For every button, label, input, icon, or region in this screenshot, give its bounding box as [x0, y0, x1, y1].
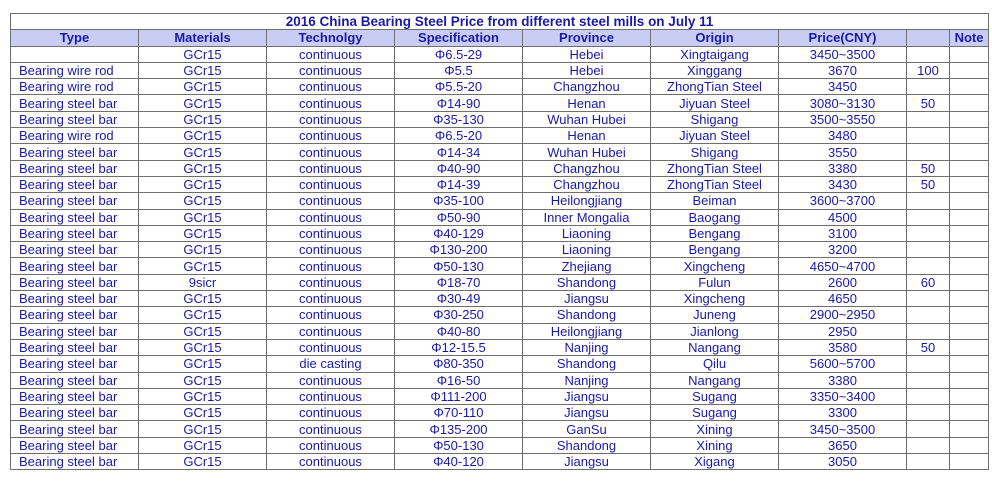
cell-note	[950, 421, 989, 437]
cell-technology: continuous	[267, 144, 395, 160]
cell-type	[11, 46, 139, 62]
cell-specification: Φ35-130	[395, 111, 523, 127]
cell-price: 4650~4700	[779, 258, 907, 274]
cell-origin: ZhongTian Steel	[651, 176, 779, 192]
cell-note	[950, 356, 989, 372]
cell-province: Henan	[523, 95, 651, 111]
cell-material: GCr15	[139, 339, 267, 355]
header-price: Price(CNY)	[779, 30, 907, 46]
cell-note	[950, 193, 989, 209]
table-row	[11, 388, 989, 404]
cell-note	[950, 111, 989, 127]
cell-extra	[907, 144, 950, 160]
cell-origin: Jiyuan Steel	[651, 128, 779, 144]
cell-technology: continuous	[267, 46, 395, 62]
cell-note	[950, 274, 989, 290]
table-row	[11, 242, 989, 258]
cell-technology: continuous	[267, 339, 395, 355]
table-row	[11, 405, 989, 421]
header-type: Type	[11, 30, 139, 46]
cell-technology: continuous	[267, 388, 395, 404]
cell-note	[950, 454, 989, 470]
cell-material: GCr15	[139, 307, 267, 323]
cell-material: GCr15	[139, 144, 267, 160]
table-row	[11, 372, 989, 388]
cell-type: Bearing steel bar	[11, 372, 139, 388]
header-extra	[907, 30, 950, 46]
header-note: Note	[950, 30, 989, 46]
cell-province: Liaoning	[523, 225, 651, 241]
cell-type: Bearing steel bar	[11, 258, 139, 274]
cell-province: Changzhou	[523, 79, 651, 95]
cell-price: 2900~2950	[779, 307, 907, 323]
cell-origin: Jianlong	[651, 323, 779, 339]
cell-technology: continuous	[267, 111, 395, 127]
cell-technology: continuous	[267, 209, 395, 225]
cell-price: 3600~3700	[779, 193, 907, 209]
cell-province: Shandong	[523, 274, 651, 290]
cell-note	[950, 176, 989, 192]
cell-specification: Φ50-130	[395, 437, 523, 453]
cell-extra	[907, 193, 950, 209]
cell-specification: Φ40-120	[395, 454, 523, 470]
cell-specification: Φ14-34	[395, 144, 523, 160]
cell-type: Bearing steel bar	[11, 307, 139, 323]
cell-type: Bearing wire rod	[11, 79, 139, 95]
cell-origin: Nangang	[651, 372, 779, 388]
cell-extra: 50	[907, 160, 950, 176]
cell-material: GCr15	[139, 62, 267, 78]
table-row	[11, 128, 989, 144]
cell-price: 3380	[779, 160, 907, 176]
cell-type: Bearing steel bar	[11, 388, 139, 404]
cell-extra: 50	[907, 95, 950, 111]
cell-material: GCr15	[139, 437, 267, 453]
cell-province: Wuhan Hubei	[523, 144, 651, 160]
cell-specification: Φ50-130	[395, 258, 523, 274]
cell-technology: die casting	[267, 356, 395, 372]
cell-note	[950, 388, 989, 404]
cell-type: Bearing wire rod	[11, 128, 139, 144]
cell-type: Bearing wire rod	[11, 62, 139, 78]
cell-origin: Jiyuan Steel	[651, 95, 779, 111]
cell-price: 3480	[779, 128, 907, 144]
cell-price: 3380	[779, 372, 907, 388]
cell-material: GCr15	[139, 421, 267, 437]
cell-type: Bearing steel bar	[11, 356, 139, 372]
cell-technology: continuous	[267, 79, 395, 95]
cell-type: Bearing steel bar	[11, 111, 139, 127]
cell-technology: continuous	[267, 405, 395, 421]
cell-technology: continuous	[267, 454, 395, 470]
cell-origin: Nangang	[651, 339, 779, 355]
table-row	[11, 95, 989, 111]
cell-note	[950, 339, 989, 355]
cell-type: Bearing steel bar	[11, 176, 139, 192]
cell-material: GCr15	[139, 160, 267, 176]
cell-material: GCr15	[139, 176, 267, 192]
header-row	[11, 30, 989, 46]
cell-specification: Φ14-39	[395, 176, 523, 192]
cell-material: GCr15	[139, 356, 267, 372]
cell-origin: Fulun	[651, 274, 779, 290]
cell-price: 2600	[779, 274, 907, 290]
cell-origin: Xining	[651, 437, 779, 453]
cell-type: Bearing steel bar	[11, 242, 139, 258]
cell-specification: Φ18-70	[395, 274, 523, 290]
cell-extra	[907, 258, 950, 274]
cell-extra	[907, 209, 950, 225]
cell-extra	[907, 111, 950, 127]
cell-material: GCr15	[139, 46, 267, 62]
header-province: Province	[523, 30, 651, 46]
header-specification: Specification	[395, 30, 523, 46]
cell-origin: Bengang	[651, 242, 779, 258]
cell-type: Bearing steel bar	[11, 323, 139, 339]
cell-price: 3300	[779, 405, 907, 421]
cell-province: Inner Mongalia	[523, 209, 651, 225]
cell-type: Bearing steel bar	[11, 274, 139, 290]
cell-extra	[907, 421, 950, 437]
cell-note	[950, 437, 989, 453]
cell-province: Hebei	[523, 46, 651, 62]
cell-technology: continuous	[267, 437, 395, 453]
table-row	[11, 225, 989, 241]
cell-origin: Qilu	[651, 356, 779, 372]
table-row	[11, 339, 989, 355]
table-row	[11, 291, 989, 307]
table-row	[11, 209, 989, 225]
cell-province: Jiangsu	[523, 291, 651, 307]
cell-extra	[907, 372, 950, 388]
cell-price: 3450~3500	[779, 421, 907, 437]
cell-province: Heilongjiang	[523, 323, 651, 339]
cell-specification: Φ70-110	[395, 405, 523, 421]
cell-specification: Φ30-49	[395, 291, 523, 307]
table-row	[11, 111, 989, 127]
cell-material: GCr15	[139, 193, 267, 209]
cell-note	[950, 144, 989, 160]
table-title: 2016 China Bearing Steel Price from different steel mills on July 11	[11, 14, 989, 30]
table-row	[11, 356, 989, 372]
cell-material: GCr15	[139, 128, 267, 144]
cell-note	[950, 405, 989, 421]
cell-technology: continuous	[267, 291, 395, 307]
cell-material: GCr15	[139, 323, 267, 339]
cell-specification: Φ6.5-20	[395, 128, 523, 144]
cell-extra	[907, 307, 950, 323]
cell-technology: continuous	[267, 160, 395, 176]
cell-province: Jiangsu	[523, 405, 651, 421]
cell-note	[950, 225, 989, 241]
cell-specification: Φ40-129	[395, 225, 523, 241]
cell-price: 3350~3400	[779, 388, 907, 404]
cell-price: 4650	[779, 291, 907, 307]
cell-note	[950, 258, 989, 274]
header-origin: Origin	[651, 30, 779, 46]
cell-price: 3550	[779, 144, 907, 160]
cell-note	[950, 46, 989, 62]
cell-material: GCr15	[139, 454, 267, 470]
table-row	[11, 193, 989, 209]
cell-province: Liaoning	[523, 242, 651, 258]
cell-specification: Φ130-200	[395, 242, 523, 258]
cell-province: Shandong	[523, 307, 651, 323]
cell-specification: Φ30-250	[395, 307, 523, 323]
cell-technology: continuous	[267, 323, 395, 339]
cell-type: Bearing steel bar	[11, 193, 139, 209]
table-row	[11, 323, 989, 339]
cell-note	[950, 323, 989, 339]
cell-province: Shandong	[523, 356, 651, 372]
cell-origin: Xigang	[651, 454, 779, 470]
cell-specification: Φ16-50	[395, 372, 523, 388]
cell-technology: continuous	[267, 372, 395, 388]
cell-note	[950, 128, 989, 144]
table-row	[11, 79, 989, 95]
cell-extra	[907, 323, 950, 339]
cell-material: GCr15	[139, 79, 267, 95]
cell-price: 5600~5700	[779, 356, 907, 372]
cell-extra: 50	[907, 339, 950, 355]
cell-type: Bearing steel bar	[11, 454, 139, 470]
table-row	[11, 176, 989, 192]
cell-province: Heilongjiang	[523, 193, 651, 209]
cell-origin: Sugang	[651, 405, 779, 421]
cell-specification: Φ6.5-29	[395, 46, 523, 62]
price-table	[10, 13, 989, 470]
cell-origin: Sugang	[651, 388, 779, 404]
title-row	[11, 14, 989, 30]
table-row	[11, 160, 989, 176]
cell-specification: Φ40-90	[395, 160, 523, 176]
cell-extra	[907, 46, 950, 62]
cell-type: Bearing steel bar	[11, 291, 139, 307]
cell-origin: Xining	[651, 421, 779, 437]
cell-extra: 100	[907, 62, 950, 78]
cell-technology: continuous	[267, 176, 395, 192]
cell-specification: Φ80-350	[395, 356, 523, 372]
cell-note	[950, 160, 989, 176]
cell-technology: continuous	[267, 225, 395, 241]
cell-note	[950, 209, 989, 225]
cell-origin: Xingcheng	[651, 291, 779, 307]
cell-price: 3450	[779, 79, 907, 95]
cell-origin: ZhongTian Steel	[651, 79, 779, 95]
cell-specification: Φ135-200	[395, 421, 523, 437]
cell-province: Nanjing	[523, 339, 651, 355]
cell-technology: continuous	[267, 95, 395, 111]
cell-specification: Φ40-80	[395, 323, 523, 339]
cell-material: GCr15	[139, 291, 267, 307]
cell-material: GCr15	[139, 225, 267, 241]
cell-price: 3080~3130	[779, 95, 907, 111]
cell-material: GCr15	[139, 258, 267, 274]
cell-specification: Φ5.5-20	[395, 79, 523, 95]
cell-origin: Xinggang	[651, 62, 779, 78]
table-row	[11, 46, 989, 62]
cell-price: 3200	[779, 242, 907, 258]
cell-specification: Φ14-90	[395, 95, 523, 111]
cell-material: GCr15	[139, 111, 267, 127]
cell-province: Changzhou	[523, 176, 651, 192]
cell-province: GanSu	[523, 421, 651, 437]
cell-type: Bearing steel bar	[11, 405, 139, 421]
cell-material: GCr15	[139, 405, 267, 421]
cell-technology: continuous	[267, 258, 395, 274]
cell-origin: Beiman	[651, 193, 779, 209]
cell-specification: Φ35-100	[395, 193, 523, 209]
cell-extra: 50	[907, 176, 950, 192]
cell-extra	[907, 242, 950, 258]
cell-extra: 60	[907, 274, 950, 290]
cell-type: Bearing steel bar	[11, 225, 139, 241]
cell-origin: Bengang	[651, 225, 779, 241]
cell-note	[950, 95, 989, 111]
cell-extra	[907, 79, 950, 95]
cell-technology: continuous	[267, 421, 395, 437]
cell-price: 3050	[779, 454, 907, 470]
cell-origin: Shigang	[651, 111, 779, 127]
cell-price: 3500~3550	[779, 111, 907, 127]
cell-specification: Φ5.5	[395, 62, 523, 78]
cell-note	[950, 62, 989, 78]
cell-extra	[907, 128, 950, 144]
cell-technology: continuous	[267, 242, 395, 258]
cell-price: 3100	[779, 225, 907, 241]
cell-price: 2950	[779, 323, 907, 339]
cell-material: GCr15	[139, 95, 267, 111]
cell-technology: continuous	[267, 193, 395, 209]
cell-price: 3430	[779, 176, 907, 192]
cell-material: GCr15	[139, 388, 267, 404]
table-body	[11, 46, 989, 470]
cell-extra	[907, 405, 950, 421]
cell-extra	[907, 291, 950, 307]
cell-province: Wuhan Hubei	[523, 111, 651, 127]
table-row	[11, 307, 989, 323]
cell-specification: Φ50-90	[395, 209, 523, 225]
cell-extra	[907, 225, 950, 241]
cell-material: GCr15	[139, 209, 267, 225]
table-row	[11, 437, 989, 453]
cell-price: 3580	[779, 339, 907, 355]
cell-price: 3670	[779, 62, 907, 78]
cell-material: GCr15	[139, 372, 267, 388]
cell-material: 9sicr	[139, 274, 267, 290]
cell-note	[950, 242, 989, 258]
cell-origin: Xingtaigang	[651, 46, 779, 62]
cell-origin: Baogang	[651, 209, 779, 225]
cell-technology: continuous	[267, 274, 395, 290]
table-row	[11, 258, 989, 274]
cell-note	[950, 291, 989, 307]
table-row	[11, 454, 989, 470]
cell-type: Bearing steel bar	[11, 144, 139, 160]
cell-extra	[907, 454, 950, 470]
cell-note	[950, 372, 989, 388]
cell-price: 4500	[779, 209, 907, 225]
header-materials: Materials	[139, 30, 267, 46]
cell-specification: Φ12-15.5	[395, 339, 523, 355]
cell-extra	[907, 356, 950, 372]
cell-type: Bearing steel bar	[11, 421, 139, 437]
table-row	[11, 144, 989, 160]
cell-origin: Shigang	[651, 144, 779, 160]
cell-extra	[907, 388, 950, 404]
cell-province: Henan	[523, 128, 651, 144]
cell-technology: continuous	[267, 62, 395, 78]
cell-origin: ZhongTian Steel	[651, 160, 779, 176]
cell-province: Jiangsu	[523, 454, 651, 470]
cell-province: Changzhou	[523, 160, 651, 176]
table-row	[11, 421, 989, 437]
cell-price: 3450~3500	[779, 46, 907, 62]
cell-technology: continuous	[267, 128, 395, 144]
cell-province: Zhejiang	[523, 258, 651, 274]
cell-note	[950, 79, 989, 95]
cell-province: Shandong	[523, 437, 651, 453]
cell-origin: Juneng	[651, 307, 779, 323]
cell-specification: Φ111-200	[395, 388, 523, 404]
price-table-container	[10, 13, 988, 470]
table-row	[11, 62, 989, 78]
cell-type: Bearing steel bar	[11, 339, 139, 355]
cell-type: Bearing steel bar	[11, 437, 139, 453]
table-row	[11, 274, 989, 290]
cell-technology: continuous	[267, 307, 395, 323]
cell-province: Nanjing	[523, 372, 651, 388]
cell-province: Hebei	[523, 62, 651, 78]
cell-extra	[907, 437, 950, 453]
cell-type: Bearing steel bar	[11, 209, 139, 225]
cell-price: 3650	[779, 437, 907, 453]
cell-type: Bearing steel bar	[11, 160, 139, 176]
cell-note	[950, 307, 989, 323]
cell-province: Jiangsu	[523, 388, 651, 404]
cell-origin: Xingcheng	[651, 258, 779, 274]
cell-material: GCr15	[139, 242, 267, 258]
cell-type: Bearing steel bar	[11, 95, 139, 111]
header-technology: Technolgy	[267, 30, 395, 46]
